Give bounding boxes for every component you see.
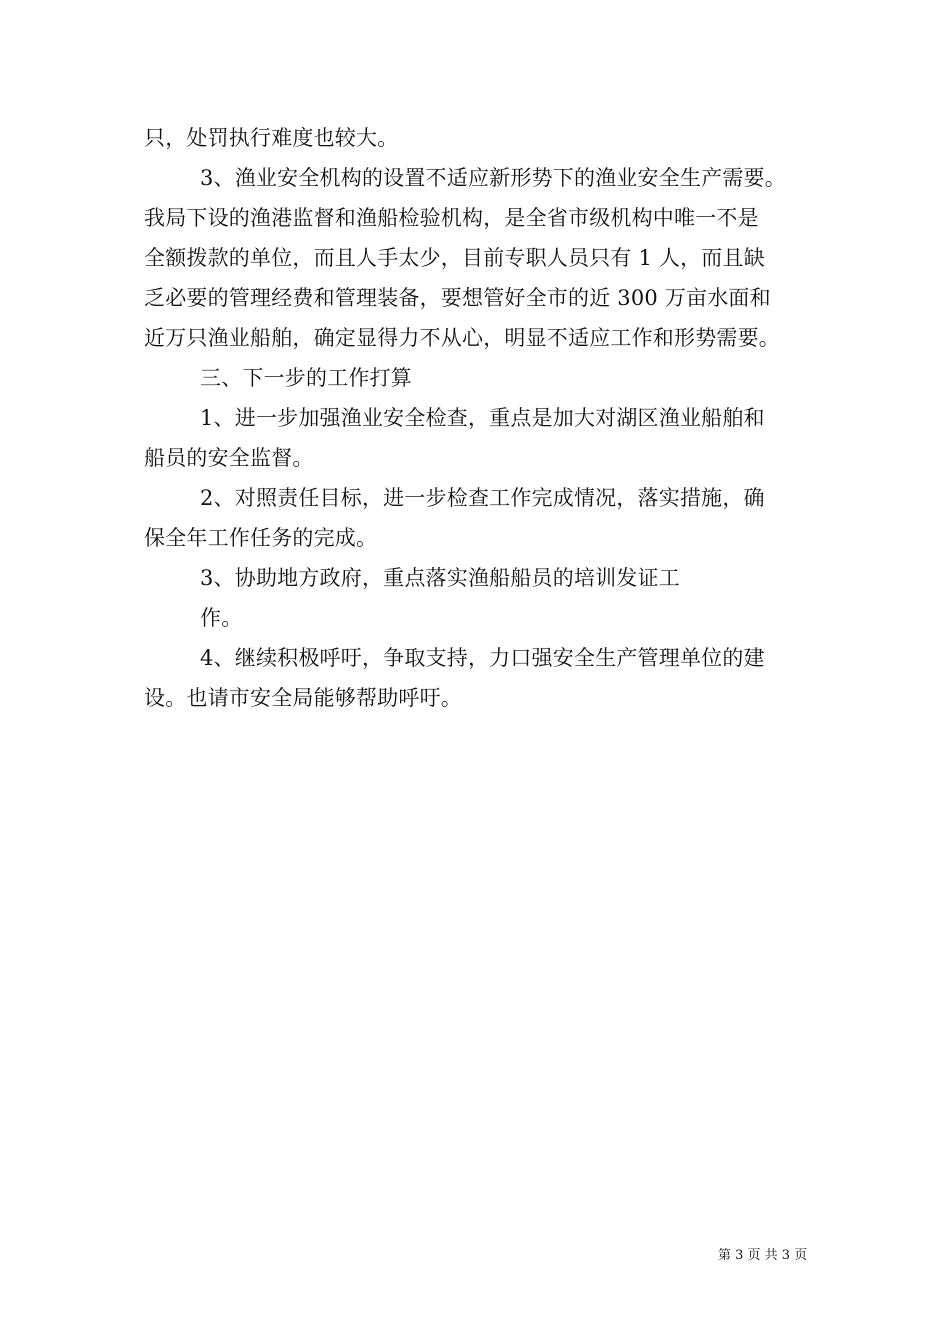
section-heading: 三、下一步的工作打算 [200,366,412,390]
text-line: 全额拨款的单位，而且人手太少，目前专职人员只有 1 人，而且缺 [144,246,765,270]
text-line: 4、继续积极呼吁，争取支持，力口强安全生产管理单位的建 [200,646,765,670]
page-number-footer: 第 3 页 共 3 页 [718,1248,808,1263]
text-line: 1、进一步加强渔业安全检查，重点是加大对湖区渔业船舶和 [200,406,765,430]
text-line: 近万只渔业船舶，确定显得力不从心，明显不适应工作和形势需要。 [144,326,780,350]
text-line: 我局下设的渔港监督和渔船检验机构，是全省市级机构中唯一不是 [144,206,759,230]
text-line: 保全年工作任务的完成。 [144,526,378,550]
text-line: 2、对照责任目标，进一步检查工作完成情况，落实措施，确 [200,486,765,510]
text-line: 乏必要的管理经费和管理装备，要想管好全市的近 300 万亩水面和 [144,286,771,310]
text-line: 船员的安全监督。 [144,446,314,470]
text-line: 作。 [200,606,243,630]
text-line: 3、协助地方政府，重点落实渔船船员的培训发证工 [200,566,680,590]
text-line: 设。也请市安全局能够帮助呼吁。 [144,686,462,710]
document-body [144,118,816,718]
text-line: 3、渔业安全机构的设置不适应新形势下的渔业安全生产需要。 [200,166,786,190]
text-line: 只，处罚执行难度也较大。 [144,126,399,150]
